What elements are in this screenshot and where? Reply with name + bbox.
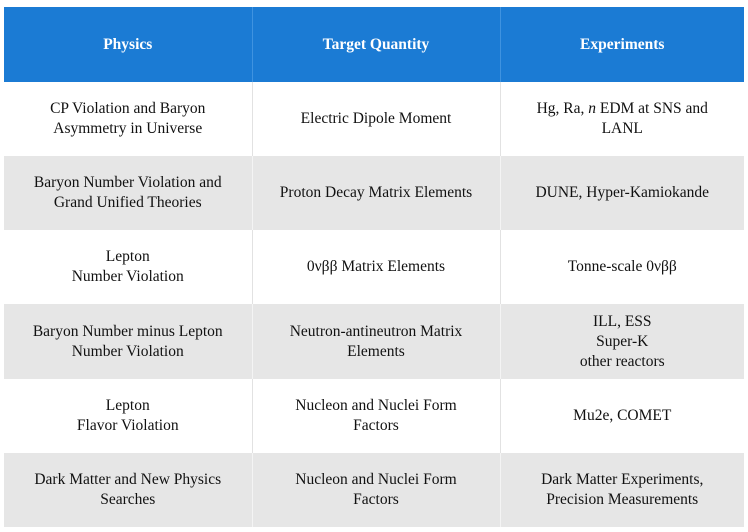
cell-text-line: Lepton <box>105 396 150 414</box>
cell-text-line: Neutron-antineutron Matrix <box>289 322 463 340</box>
target-quantity-cell <box>252 304 500 378</box>
cell-text-line: Hg, Ra, n EDM at SNS and <box>536 100 708 118</box>
cell-text-line: 0νββ Matrix Elements <box>306 258 446 276</box>
cell-text-line: Dark Matter and New Physics <box>34 470 222 488</box>
table-row <box>4 230 744 304</box>
physics-table <box>4 7 744 527</box>
experiments-cell <box>500 230 744 304</box>
experiments-cell <box>500 82 744 156</box>
header-physics: Physics <box>4 7 252 82</box>
cell-text-line: DUNE, Hyper-Kamiokande <box>535 184 710 202</box>
header-experiments: Experiments <box>500 7 744 82</box>
cell-text-line: Factors <box>353 490 399 508</box>
table-body <box>4 82 744 527</box>
cell-text-line: Number Violation <box>71 342 184 360</box>
physics-cell <box>4 230 252 304</box>
cell-text-line: Baryon Number minus Lepton <box>32 322 223 340</box>
table-row <box>4 453 744 527</box>
cell-text-line: Tonne-scale 0νββ <box>567 258 677 276</box>
cell-text-line: Nucleon and Nuclei Form <box>295 470 457 488</box>
table-row <box>4 156 744 230</box>
cell-text-line: Lepton <box>105 248 150 266</box>
experiments-cell <box>500 453 744 527</box>
cell-text-line: Mu2e, COMET <box>573 406 672 424</box>
cell-text-line: Elements <box>347 342 405 360</box>
table-row <box>4 82 744 156</box>
cell-text-line: Factors <box>353 416 399 434</box>
cell-text-line: Nucleon and Nuclei Form <box>295 396 457 414</box>
cell-text-line: Asymmetry in Universe <box>53 120 203 138</box>
table-row <box>4 379 744 453</box>
physics-cell <box>4 304 252 378</box>
cell-text-line: Number Violation <box>71 268 184 286</box>
experiments-cell <box>500 304 744 378</box>
table-row <box>4 304 744 378</box>
cell-text-line: Super-K <box>596 332 649 350</box>
cell-text-line: Electric Dipole Moment <box>300 110 452 128</box>
physics-cell <box>4 156 252 230</box>
cell-text-line: Grand Unified Theories <box>53 194 202 212</box>
cell-text-line: ILL, ESS <box>592 312 652 330</box>
experiments-cell <box>500 156 744 230</box>
cell-text-line: Flavor Violation <box>76 416 179 434</box>
cell-text-line: Proton Decay Matrix Elements <box>279 184 473 202</box>
cell-text-line: Precision Measurements <box>546 490 699 508</box>
target-quantity-cell <box>252 156 500 230</box>
physics-cell <box>4 379 252 453</box>
header-row <box>4 7 744 82</box>
cell-text-line: CP Violation and Baryon <box>50 100 206 118</box>
experiments-cell <box>500 379 744 453</box>
cell-text-line: Baryon Number Violation and <box>33 174 222 192</box>
cell-text-line: Dark Matter Experiments, <box>541 470 704 488</box>
table-header <box>4 7 744 82</box>
cell-text-line: other reactors <box>579 352 665 370</box>
header-target-quantity: Target Quantity <box>252 7 500 82</box>
cell-text-line: LANL <box>601 120 643 138</box>
target-quantity-cell <box>252 82 500 156</box>
cell-text-line: Searches <box>100 490 156 508</box>
target-quantity-cell <box>252 453 500 527</box>
physics-cell <box>4 82 252 156</box>
target-quantity-cell <box>252 230 500 304</box>
physics-cell <box>4 453 252 527</box>
table-container <box>4 7 744 527</box>
target-quantity-cell <box>252 379 500 453</box>
